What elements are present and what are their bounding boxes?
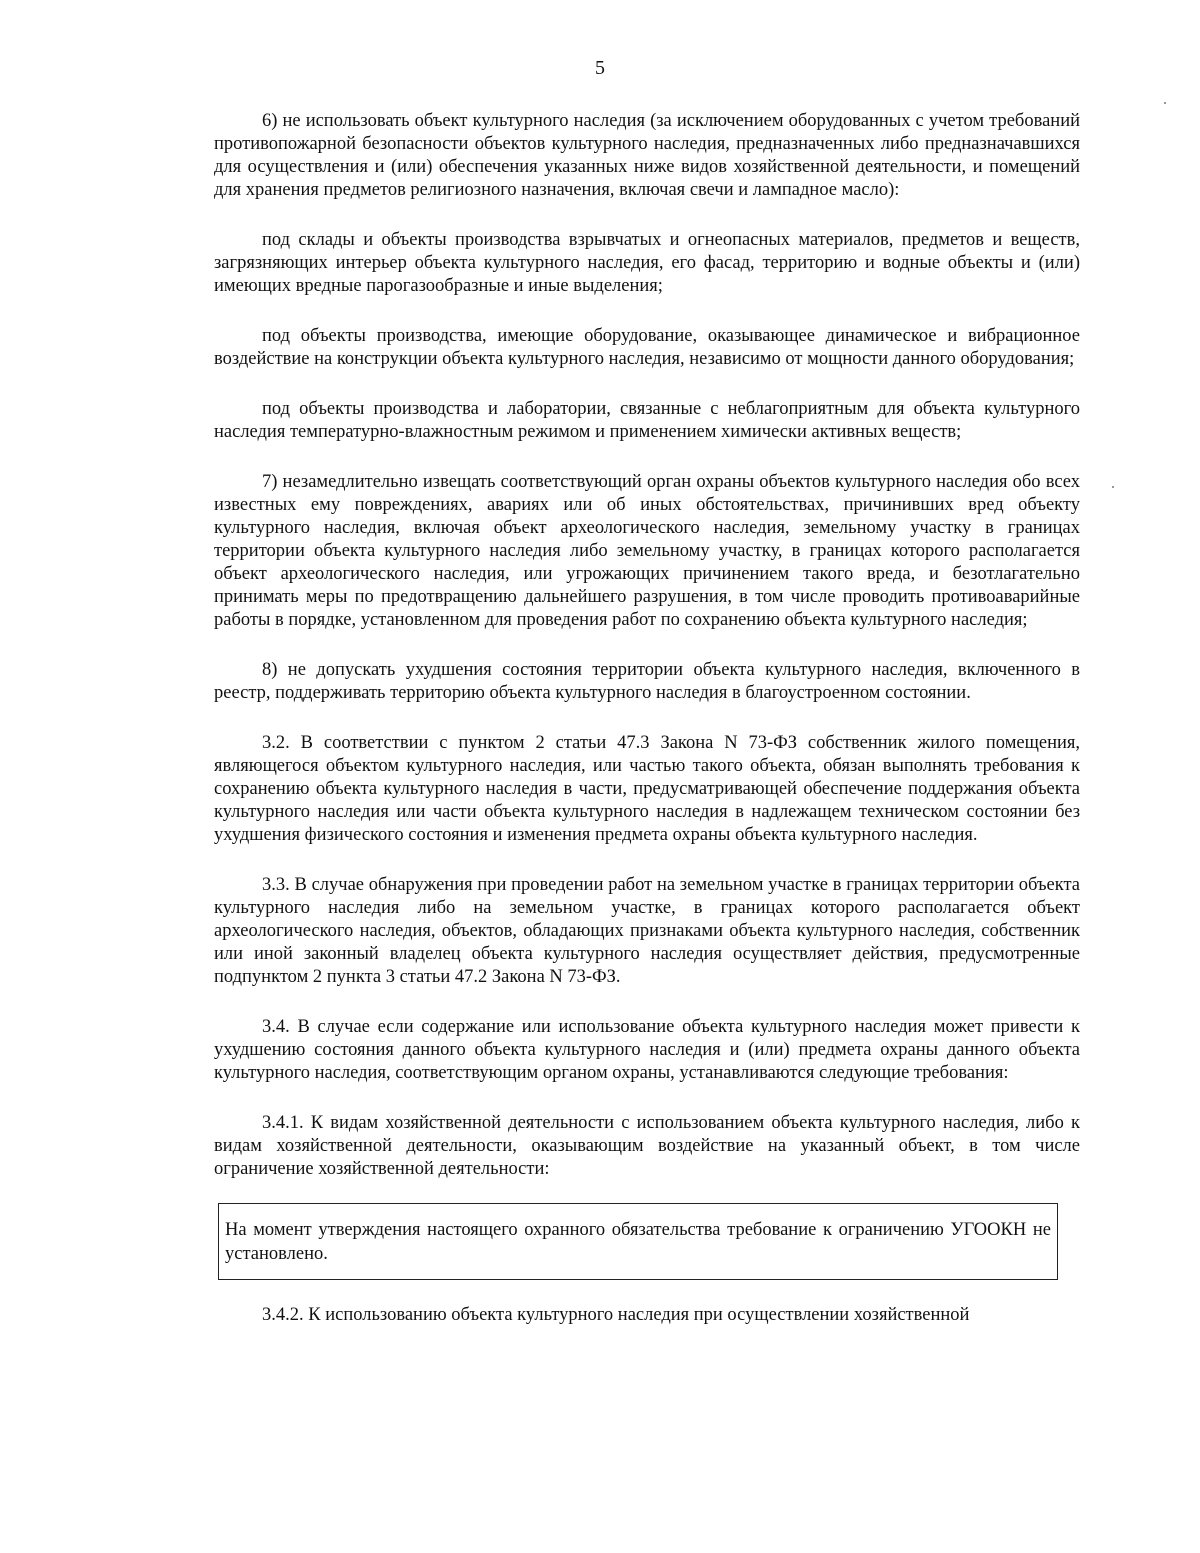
scan-speck [1164, 102, 1166, 104]
paragraph-laboratories: под объекты производства и лаборатории, связанные с неблагоприятным для объекта культурного наследия температурно-влажностным режимом и применением химически активных веществ; [214, 399, 1080, 442]
paragraph-3-3: 3.3. В случае обнаружения при проведении работ на земельном участке в границах территории объекта культурного наследия либо на земельном участке, в границах которого располагается объект археологического наследия, объектов, обладающих признаками объекта культурного наследия, собственник или иной законный владелец объекта культурного наследия осуществляет действия, предусмотренные подпунктом 2 пункта 3 статьи 47.2 Закона N 73-ФЗ. [214, 875, 1080, 987]
paragraph-production-equipment: под объекты производства, имеющие оборудование, оказывающее динамическое и вибрационное воздействие на конструкции объекта культурного наследия, независимо от мощности данного оборудования; [214, 326, 1080, 369]
paragraph-item-7: 7) незамедлительно извещать соответствующий орган охраны объектов культурного наследия обо всех известных ему повреждениях, авариях или об иных обстоятельствах, причинивших вред объекту культурного наследия, включая объект археологического наследия, земельному участку в границах территории объекта культурного наследия либо земельному участку, в границах которого располагается объект археологического наследия, или угрожающих причинением такого вреда, и безотлагательно принимать меры по предотвращению дальнейшего разрушения, в том числе проводить противоаварийные работы в порядке, установленном для проведения работ по сохранению объекта культурного наследия; [214, 472, 1080, 630]
restriction-box-text: На момент утверждения настоящего охранного обязательства требование к ограничению УГООКН не установлено. [225, 1220, 1051, 1264]
paragraph-3-2: 3.2. В соответствии с пунктом 2 статьи 47.3 Закона N 73-ФЗ собственник жилого помещения, являющегося объектом культурного наследия, или частью такого объекта, обязан выполнять требования к сохранению объекта культурного наследия в части, предусматривающей обеспечение поддержания объекта культурного наследия или части объекта культурного наследия в надлежащем техническом состоянии без ухудшения физического состояния и изменения предмета охраны объекта культурного наследия. [214, 733, 1080, 845]
paragraph-3-4-1: 3.4.1. К видам хозяйственной деятельности с использованием объекта культурного наследия, либо к видам хозяйственной деятельности, оказывающим воздействие на указанный объект, в том числе ограничение хозяйственной деятельности: [214, 1113, 1080, 1179]
paragraph-3-4: 3.4. В случае если содержание или использование объекта культурного наследия может привести к ухудшению состояния данного объекта культурного наследия и (или) предмета охраны данного объекта культурного наследия, соответствующим органом охраны, устанавливаются следующие требования: [214, 1017, 1080, 1083]
paragraph-item-6: 6) не использовать объект культурного наследия (за исключением оборудованных с учетом требований противопожарной безопасности объектов культурного наследия, предназначенных либо предназначавшихся для осуществления и (или) обеспечения указанных ниже видов хозяйственной деятельности, и помещений для хранения предметов религиозного назначения, включая свечи и лампадное масло): [214, 111, 1080, 200]
paragraph-warehouses: под склады и объекты производства взрывчатых и огнеопасных материалов, предметов и веществ, загрязняющих интерьер объекта культурного наследия, его фасад, территорию и водные объекты и (или) имеющих вредные парогазообразные и иные выделения; [214, 230, 1080, 296]
document-body [214, 110, 1080, 1354]
scan-speck [1112, 486, 1114, 488]
paragraph-item-8: 8) не допускать ухудшения состояния территории объекта культурного наследия, включенного в реестр, поддерживать территорию объекта культурного наследия в благоустроенном состоянии. [214, 660, 1080, 703]
restriction-box [218, 1203, 1058, 1280]
page-number: 5 [595, 57, 605, 79]
paragraph-3-4-2: 3.4.2. К использованию объекта культурного наследия при осуществлении хозяйственной [262, 1305, 970, 1325]
